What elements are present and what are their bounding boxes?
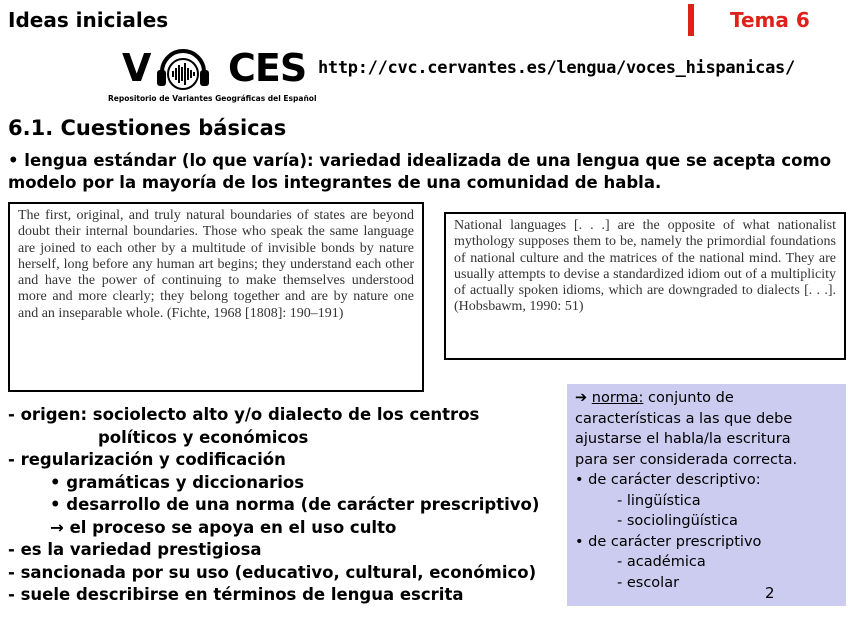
quote-hobsbawm: National languages [. . .] are the opposite of what nationalist mythology supposes them to be, namely the primordial foundations of national culture and the matrices of the national mind. They are usually attempts to devise a standardized idiom out of a multiplicity of actually spoken idioms, which are downgraded to dialects [. . .]. (Hobsbawm, 1990: 51) bbox=[444, 212, 846, 360]
slide-heading-right: Tema 6 bbox=[730, 8, 810, 32]
bullet-sancionada: - sancionada por su uso (educativo, cultural, económico) bbox=[8, 562, 537, 582]
norma-term: norma: bbox=[591, 390, 644, 406]
bullet-uso-culto: → el proceso se apoya en el uso culto bbox=[50, 517, 397, 537]
norma-item-descriptivo: • de carácter descriptivo: bbox=[575, 472, 761, 488]
logo-letters-ces: CES bbox=[228, 46, 307, 90]
section-title: 6.1. Cuestiones básicas bbox=[8, 116, 287, 140]
bullet-regularizacion: - regularización y codificación bbox=[8, 450, 286, 469]
quote-fichte: The first, original, and truly natural boundaries of states are beyond doubt their internal boundaries. Those who speak the same language are joined to each other by a multitude of invisible bonds by nature herself, long before any human art begins; they understand each other and have the power of continuing to make themselves understood more and more clearly; they belong together and are by nature one and an inseparable whole. (Fichte, 1968 [1808]: 190–191) bbox=[8, 202, 424, 392]
bullet-origen-cont: políticos y económicos bbox=[98, 427, 309, 447]
norma-item-escolar: - escolar bbox=[617, 574, 680, 591]
norma-line3: ajustarse el habla/la escritura bbox=[575, 431, 791, 447]
arrow-icon: ➔ bbox=[575, 390, 592, 406]
norma-box bbox=[567, 384, 846, 606]
bullet-lengua-escrita: - suele describirse en términos de lengua escrita bbox=[8, 585, 464, 604]
bullet-gramaticas: • gramáticas y diccionarios bbox=[50, 472, 305, 492]
headphones-soundwave-icon bbox=[154, 44, 212, 94]
source-url[interactable]: http://cvc.cervantes.es/lengua/voces_hispanicas/ bbox=[318, 58, 795, 78]
bullet-norma: • desarrollo de una norma (de carácter prescriptivo) bbox=[50, 495, 540, 514]
voces-logo bbox=[108, 44, 317, 106]
page-number: 2 bbox=[765, 584, 775, 602]
norma-line4: para ser considerada correcta. bbox=[575, 451, 798, 468]
norma-item-sociolinguistica: - sociolingüística bbox=[617, 513, 738, 529]
norma-line1: conjunto de bbox=[643, 390, 734, 406]
bullet-prestigiosa: - es la variedad prestigiosa bbox=[8, 540, 262, 559]
norma-item-academica: - académica bbox=[617, 554, 706, 570]
accent-bar bbox=[688, 4, 694, 36]
bullet-list bbox=[8, 404, 539, 607]
logo-letter-v: V bbox=[122, 46, 151, 90]
logo-subtitle: Repositorio de Variantes Geográficas del Español bbox=[108, 94, 317, 103]
definition-text: • lengua estándar (lo que varía): variedad idealizada de una lengua que se acepta como modelo por la mayoría de los integrantes de una comunidad de habla. bbox=[8, 151, 832, 192]
norma-item-linguistica: - lingüística bbox=[617, 492, 701, 509]
slide-heading-left: Ideas iniciales bbox=[8, 8, 169, 32]
bullet-origen: - origen: sociolecto alto y/o dialecto de los centros bbox=[8, 405, 480, 424]
norma-line2: características a las que debe bbox=[575, 410, 793, 427]
norma-item-prescriptivo: • de carácter prescriptivo bbox=[575, 533, 762, 550]
